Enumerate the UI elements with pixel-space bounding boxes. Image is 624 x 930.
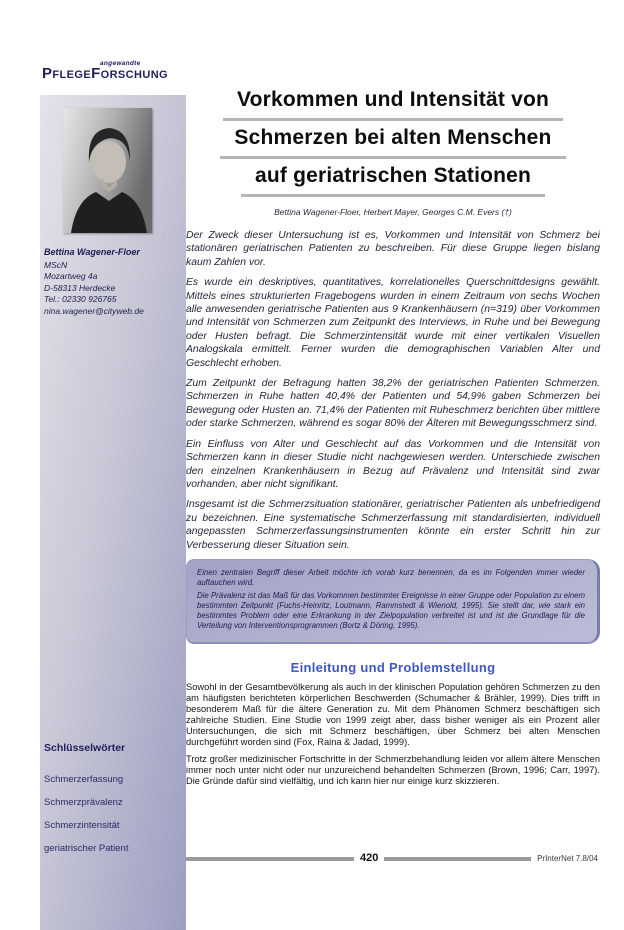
article-column <box>186 88 600 793</box>
keyword-item: Schmerzerfassung <box>44 774 124 785</box>
keyword-item: Schmerzintensität <box>44 820 120 831</box>
logo-title: PflegeForschung <box>42 65 169 82</box>
author-contact-block <box>44 247 182 317</box>
keyword-item: geriatrischer Patient <box>44 843 129 854</box>
contact-city: D-58313 Herdecke <box>44 282 116 293</box>
page-number: 420 <box>354 852 384 864</box>
authors-line: Bettina Wagener-Floer, Herbert Mayer, Georges C.M. Evers (†) <box>274 207 512 217</box>
title-line: auf geriatrischen Stationen <box>241 164 545 197</box>
logo-subtitle: angewandte <box>100 60 141 67</box>
article-title <box>186 88 600 197</box>
abstract-paragraph: Es wurde ein deskriptives, quantitatives, korrelationelles Querschnittdesigns gewählt. Mittels eines strukturierten Fragebogens wurden in einem Zeitraum von sechs Wochen alle anwesenden geriatrische Patienten aus 9 Krankenhäusern (n=319) über Vorkommen und Intensität von Schmerzen zum Zeitpunkt des Interviews, in Ruhe und bei Bewegung oder Husten befragt. Die Schmerzintensität wurde mit einer vertikalen Visuellen Analogskala ermittelt. Ferner wurden die demographischen Variablen Alter und Geschlecht erhoben. <box>186 277 600 369</box>
sidebar-panel <box>40 95 186 930</box>
portrait-photo-graphic <box>63 108 152 233</box>
abstract-paragraph: Insgesamt ist die Schmerzsituation stationärer, geriatrischer Patienten als unbefriedigend zu bezeichnen. Eine systematische Schmerzerfassung mit standardisierten, individuell angepassten Schmerzerfassungsinstrumenten könnte ein erster Schritt hin zur Verbesserung dieser Situation sein. <box>186 499 600 551</box>
definition-box <box>186 559 600 644</box>
body-section <box>186 682 600 787</box>
abstract-paragraph: Zum Zeitpunkt der Befragung hatten 38,2% der geriatrischen Patienten Schmerzen. Schmerzen in Ruhe hatten 40,4% der Patienten und 54,9% gaben Schmerzen bei Bewegung oder Husten an. 71,4% der Patienten mit Ruheschmerz berichten über mittlere oder starke Schmerzen, während es sogar 80% der Älteren mit Bewegungsschmerz sind. <box>186 378 600 430</box>
author-photo <box>63 108 152 233</box>
title-line: Vorkommen und Intensität von <box>223 88 563 121</box>
infobox-paragraph: Die Prävalenz ist das Maß für das Vorkommen bestimmter Ereignisse in einer Gruppe oder Population zu einem bestimmten Zeitpunkt (Fuchs-Heinritz, Loutmann, Rammstedt & Wienold, 1995). Sie stellt dar, wie stark ein bestimmtes Problem oder eine Erkrankung in der Zielpopulation verbreitet ist und ist die Grundlage für die Verteilung von Interventionsprogrammen (Bortz & Döring, 1995). <box>197 590 585 630</box>
abstract-paragraph: Ein Einfluss von Alter und Geschlecht auf das Vorkommen und die Intensität von Schmerzen kann in dieser Studie nicht nachgewiesen werden. Unterschiede zwischen den einzelnen Krankenhäusern in Bezug auf Prävalenz und Intensität sind zwar vorhanden, aber nicht signifikant. <box>186 438 600 490</box>
section-heading: Einleitung und Problemstellung <box>290 659 496 675</box>
journal-reference: PrInterNet 7.8/04 <box>531 854 598 863</box>
abstract-paragraph: Der Zweck dieser Untersuchung ist es, Vorkommen und Intensität von Schmerz bei stationären geriatrischen Patienten zu beschreiben. Für diese Gruppe liegen bislang kaum Zahlen vor. <box>186 230 600 268</box>
body-paragraph: Sowohl in der Gesamtbevölkerung als auch in der klinischen Population gehören Schmerzen zu den am häufigsten berichteten körperlichen Beschwerden (Schumacher & Brähler, 1999). Dies trifft in besonderem Maß für die ältere Generation zu. Mit dem Phänomen Schmerz beschäftigen sich zahlreiche Studien. Eine Studie von 1999 zeigt aber, dass bisher weniger als ein Prozent aller Untersuchungen, die sich mit Schmerz beschäftigen, über Schmerz bei alten Menschen durchgeführt worden sind (Fox, Raina & Jadad, 1999). <box>186 681 600 747</box>
keyword-item: Schmerzprävalenz <box>44 797 123 808</box>
infobox-paragraph: Einen zentralen Begriff dieser Arbeit möchte ich vorab kurz benennen, da es im Folgenden immer wieder auftauchen wird. <box>197 567 585 587</box>
title-line: Schmerzen bei alten Menschen <box>220 126 565 159</box>
page-footer <box>186 852 598 866</box>
contact-name: Bettina Wagener-Floer <box>44 247 140 257</box>
contact-street: Mozartweg 4a <box>44 271 98 281</box>
body-paragraph: Trotz großer medizinischer Fortschritte in der Schmerzbehandlung leiden vor allem ältere Menschen immer noch unter nicht oder nur unzureichend behandelten Schmerzen (Brown, 1996; Carr, 1997). Die Gründe dafür sind vielfältig, und ich kann hier nur einige kurz skizzieren. <box>186 753 600 786</box>
contact-email: nina.wagener@cityweb.de <box>44 305 144 316</box>
keywords-heading: Schlüsselwörter <box>44 742 126 754</box>
contact-phone: Tel.: 02330 926765 <box>44 294 117 304</box>
journal-logo <box>42 60 192 88</box>
keywords-block <box>44 742 182 866</box>
abstract-section <box>186 229 600 552</box>
contact-degree: MScN <box>44 259 68 270</box>
